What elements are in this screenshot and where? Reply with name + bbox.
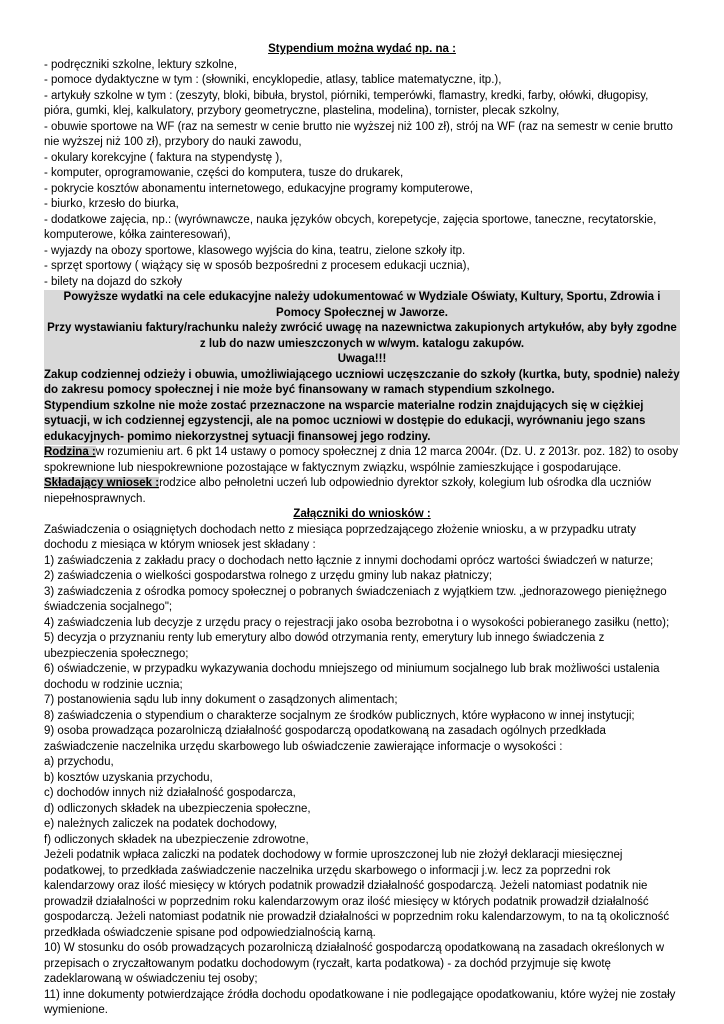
notice-invoice: Przy wystawianiu faktury/rachunku należy zwrócić uwagę na nazewnictwa zakupionych artykułów, aby były zgodne z lub do nazw umieszczonych w w/wym. katalogu zakupów. bbox=[47, 322, 677, 350]
list-item: c) dochodów innych niż działalność gospodarcza, bbox=[44, 787, 296, 799]
list-item: 8) zaświadczenia o stypendium o charakterze socjalnym ze środków publicznych, które wypłacono w innej instytucji; bbox=[44, 709, 635, 722]
zalaczniki-intro: Zaświadczenia o osiągniętych dochodach netto z miesiąca poprzedzającego złożenie wniosku, a w przypadku utraty dochodu z miesiąca w którym wniosek jest składany : bbox=[44, 523, 636, 551]
list-item: - dodatkowe zajęcia, np.: (wyrównawcze, nauka języków obcych, korepetycje, zajęcia sportowe, taneczne, recytatorskie, komputerowe, kółka zainteresowań), bbox=[44, 213, 657, 241]
list-item: - bilety na dojazd do szkoły bbox=[44, 275, 183, 288]
list-item: 9) osoba prowadząca pozarolniczą działalność gospodarczą opodatkowaną na zasadach ogólnych przedkłada zaświadczenie naczelnika urzędu skarbowego lub oświadczenie zawierające informacje o wysokości : bbox=[44, 725, 606, 753]
list-item: a) przychodu, bbox=[44, 756, 114, 768]
skladajacy-label: Składający wniosek : bbox=[44, 477, 160, 489]
list-item: 5) decyzja o przyznaniu renty lub emerytury albo dowód otrzymania renty, emerytury lub innego świadczenia z ubezpieczenia społecznego; bbox=[44, 632, 605, 660]
rodzina-text: w rozumieniu art. 6 pkt 14 ustawy o pomocy społecznej z dnia 12 marca 2004r. (Dz. U. z 2013r. poz. 182) to osoby spokrewnione lub niespokrewnione pozostające w faktycznym związku, wspólnie zamieszkujące i gospodarujące. bbox=[44, 446, 679, 474]
notice-purpose: Stypendium szkolne nie może zostać przeznaczone na wsparcie materialne rodzin znajdujących się w ciężkiej sytuacji, w ich codziennej egzystencji, ale na pomoc uczniowi w dostępie do edukacji, wyrównaniu jego szans edukacyjnych- pomimo niekorzystnej sytuacji finansowej jego rodziny. bbox=[44, 399, 646, 443]
expense-list bbox=[44, 58, 680, 291]
list-item: - pomoce dydaktyczne w tym : (słowniki, encyklopedie, atlasy, tablice matematyczne, itp.), bbox=[44, 74, 502, 86]
definition-rodzina bbox=[44, 445, 680, 476]
income-subitems bbox=[44, 755, 680, 848]
notice-clothing: Zakup codziennej odzieży i obuwia, umożliwiającego uczniowi uczęszczanie do szkoły (kurtka, buty, spodnie) należy do zakresu pomocy społecznej i nie może być finansowany w ramach stypendium szkolnego. bbox=[44, 368, 680, 396]
definition-skladajacy bbox=[44, 476, 680, 507]
list-item: e) należnych zaliczek na podatek dochodowy, bbox=[44, 818, 278, 830]
attachments-list bbox=[44, 554, 680, 756]
list-item: 3) zaświadczenia z ośrodka pomocy społecznej o pobranych świadczeniach z wyjątkiem tzw. „jednorazowego pieniężnego świadczenia socjalnego"; bbox=[44, 585, 667, 613]
list-item: b) kosztów uzyskania przychodu, bbox=[44, 771, 213, 784]
list-item: - pokrycie kosztów abonamentu internetowego, edukacyjne programy komputerowe, bbox=[44, 182, 473, 195]
list-item: - obuwie sportowe na WF (raz na semestr w cenie brutto nie wyższej niż 100 zł), strój na WF (raz na semestr w cenie brutto nie wyższej niż 100 zł), przybory do nauki zawodu, bbox=[44, 120, 673, 148]
section-title-stypendium: Stypendium można wydać np. na : bbox=[268, 43, 456, 55]
notice-warning-heading: Uwaga!!! bbox=[337, 353, 387, 365]
list-item-11: 11) inne dokumenty potwierdzające źródła dochodu opodatkowane i nie podlegające opodatkowaniu, które wyżej nie zostały wymienione. bbox=[44, 988, 676, 1016]
list-item: 6) oświadczenie, w przypadku wykazywania dochodu mniejszego od miniumum socjalnego lub brak możliwości ustalenia dochodu w rodzinie ucznia; bbox=[44, 663, 660, 691]
list-item: - podręczniki szkolne, lektury szkolne, bbox=[44, 58, 238, 71]
section-title-zalaczniki: Załączniki do wniosków : bbox=[293, 508, 431, 520]
list-item: 7) postanowienia sądu lub inny dokument o zasądzonych alimentach; bbox=[44, 694, 398, 706]
notice-documentation: Powyższe wydatki na cele edukacyjne należy udokumentować w Wydziale Oświaty, Kultury, Sportu, Zdrowia i Pomocy Społecznej w Jaworze. bbox=[63, 291, 661, 319]
paragraph-simplified-tax: Jeżeli podatnik wpłaca zaliczki na podatek dochodowy w formie uproszczonej lub nie złożył deklaracji miesięcznej podatkowej, to przedkłada zaświadczenie naczelnika urzędu skarbowego o informacji j.w. lecz za poprzedni rok kalendarzowy oraz ilość miesięcy w których podatnik prowadził działalność gospodarczą. Jeżeli natomiast podatnik nie prowadził działalności w poprzednim roku kalendarzowym oraz ilość miesięcy w których podatnik prowadził działalność gospodarczą. Jeżeli natomiast podatnik nie prowadził działalności w poprzednim roku kalendarzowym, to na tą okoliczność przedkłada oświadczenie spisane pod odpowiedzialnością karną. bbox=[44, 849, 670, 939]
notice-box bbox=[44, 290, 680, 445]
list-item: 2) zaświadczenia o wielkości gospodarstwa rolnego z urzędu gminy lub nakaz płatniczy; bbox=[44, 570, 493, 582]
list-item: 1) zaświadczenia z zakładu pracy o dochodach netto łącznie z innymi dochodami oprócz wartości świadczeń w naturze; bbox=[44, 554, 654, 567]
list-item: - okulary korekcyjne ( faktura na stypendystę ), bbox=[44, 151, 283, 164]
list-item: - komputer, oprogramowanie, części do komputera, tusze do drukarek, bbox=[44, 167, 404, 179]
list-item: - biurko, krzesło do biurka, bbox=[44, 198, 179, 210]
list-item: d) odliczonych składek na ubezpieczenia społeczne, bbox=[44, 802, 311, 815]
document-page bbox=[44, 42, 680, 1019]
list-item-10: 10) W stosunku do osób prowadzących pozarolniczą działalność gospodarczą opodatkowaną na zasadach określonych w przepisach o zryczałtowanym podatku dochodowym (ryczałt, karta podatkowa) - za dochód przyjmuje się kwotę zadeklarowaną w oświadczeniu tej osoby; bbox=[44, 942, 665, 985]
list-item: 4) zaświadczenia lub decyzje z urzędu pracy o rejestracji jako osoba bezrobotna i o wysokości pobieranego zasiłku (netto); bbox=[44, 616, 670, 629]
list-item: - artykuły szkolne w tym : (zeszyty, bloki, bibuła, brystol, piórniki, temperówki, flamastry, kredki, farby, ołówki, długopisy, pióra, gumki, klej, kalkulatory, przybory geometryczne, plastelina, modelina), tornister, plecak szkolny, bbox=[44, 89, 649, 117]
list-item: f) odliczonych składek na ubezpieczenie zdrowotne, bbox=[44, 833, 309, 846]
skladajacy-text: rodzice albo pełnoletni uczeń lub odpowiednio dyrektor szkoły, kolegium lub ośrodka dla uczniów niepełnosprawnych. bbox=[44, 477, 652, 505]
list-item: - sprzęt sportowy ( wiążący się w sposób bezpośredni z procesem edukacji ucznia), bbox=[44, 260, 470, 272]
list-item: - wyjazdy na obozy sportowe, klasowego wyjścia do kina, teatru, zielone szkoły itp. bbox=[44, 244, 466, 257]
rodzina-label: Rodzina : bbox=[44, 446, 96, 458]
